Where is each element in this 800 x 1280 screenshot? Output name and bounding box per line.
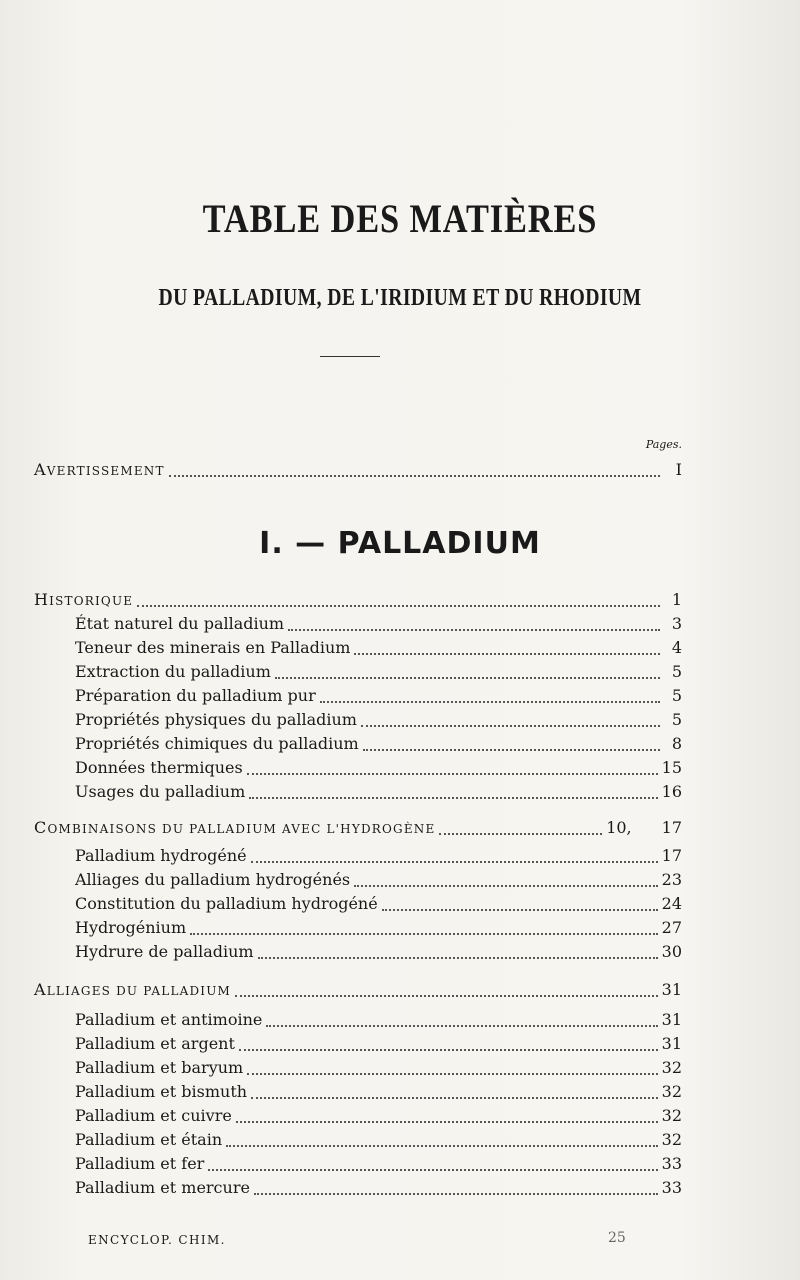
toc-subentry[interactable] — [75, 1058, 682, 1080]
toc-entry-label: Palladium et cuivre — [75, 1106, 232, 1125]
leader-dots — [363, 748, 660, 751]
toc-entry-page: 33 — [661, 1154, 682, 1173]
toc-entry-label: Palladium et mercure — [75, 1178, 250, 1197]
leader-dots — [190, 932, 658, 935]
leader-dots — [226, 1144, 658, 1147]
leader-dots — [249, 796, 657, 799]
leader-dots — [266, 1024, 657, 1027]
toc-entry-page: 3 — [671, 614, 682, 633]
toc-entry-label: Palladium et baryum — [75, 1058, 244, 1077]
toc-entry-label: Constitution du palladium hydrogéné — [75, 894, 378, 913]
toc-entry-label: Palladium et argent — [75, 1034, 235, 1053]
toc-entry-page: 32 — [661, 1058, 682, 1077]
toc-entry-page: 17 — [661, 846, 682, 865]
toc-subentry[interactable] — [75, 1082, 682, 1104]
leader-dots — [320, 700, 660, 703]
toc-entry-label: AVERTISSEMENT — [34, 460, 165, 479]
toc-entry-label: État naturel du palladium — [75, 614, 285, 633]
toc-entry-page: 31 — [661, 1010, 682, 1029]
toc-entry-page: 27 — [661, 918, 682, 937]
toc-entry-label: Palladium et antimoine — [75, 1010, 263, 1029]
leader-dots — [247, 1072, 657, 1075]
toc-subentry[interactable] — [75, 782, 682, 804]
toc-entry-page: 32 — [661, 1106, 682, 1125]
toc-entry-page: 33 — [661, 1178, 682, 1197]
leader-dots — [254, 1192, 658, 1195]
toc-subentry[interactable] — [75, 1130, 682, 1152]
section-title: I. — PALLADIUM — [259, 526, 541, 561]
leader-dots — [354, 884, 658, 887]
footer-signature-number: 25 — [608, 1230, 626, 1246]
toc-subentry[interactable] — [75, 1010, 682, 1032]
toc-entry-combinaisons[interactable] — [34, 818, 682, 840]
divider — [320, 356, 380, 357]
leader-dots — [361, 724, 660, 727]
leader-dots — [288, 628, 660, 631]
toc-subentry[interactable] — [75, 734, 682, 756]
toc-entry-page: 15 — [661, 758, 682, 777]
leader-dots — [247, 772, 658, 775]
toc-subentry[interactable] — [75, 1106, 682, 1128]
toc-subentry[interactable] — [75, 942, 682, 964]
toc-entry-label: Extraction du palladium — [75, 662, 271, 681]
toc-entry-historique[interactable] — [34, 590, 682, 612]
toc-subentry[interactable] — [75, 894, 682, 916]
leader-dots — [169, 474, 660, 477]
toc-subentry[interactable] — [75, 918, 682, 940]
leader-dots — [251, 860, 658, 863]
leader-dots — [235, 994, 658, 997]
toc-entry-page: 1 — [671, 590, 682, 609]
toc-entry-page: 31 — [661, 980, 682, 999]
toc-entry-alliages[interactable] — [34, 980, 682, 1002]
toc-entry-label: Alliages du palladium hydrogénés — [75, 870, 351, 889]
toc-subentry[interactable] — [75, 710, 682, 732]
toc-subentry[interactable] — [75, 1178, 682, 1200]
toc-entry-page: 16 — [661, 782, 682, 801]
leader-dots — [439, 832, 602, 835]
toc-entry-page: 8 — [671, 734, 682, 753]
toc-entry-page: 5 — [671, 686, 682, 705]
toc-entry-label: COMBINAISONS DU PALLADIUM AVEC L'HYDROGÈNE — [34, 818, 436, 837]
toc-entry-avertissement[interactable] — [34, 460, 682, 482]
toc-entry-page: 17 — [661, 818, 682, 837]
toc-subentry[interactable] — [75, 1034, 682, 1056]
page-title: TABLE DES MATIÈRES — [202, 196, 598, 241]
page-subtitle: DU PALLADIUM, DE L'IRIDIUM ET DU RHODIUM — [158, 285, 642, 311]
toc-entry-label: ALLIAGES DU PALLADIUM — [34, 980, 232, 999]
toc-entry-page: 4 — [671, 638, 682, 657]
toc-subentry[interactable] — [75, 758, 682, 780]
toc-entry-label: Palladium et fer — [75, 1154, 205, 1173]
leader-dots — [239, 1048, 658, 1051]
toc-entry-label: Données thermiques — [75, 758, 243, 777]
footer-signature: ENCYCLOP. CHIM. — [88, 1233, 226, 1247]
toc-subentry[interactable] — [75, 846, 682, 868]
toc-entry-label: Propriétés chimiques du palladium — [75, 734, 359, 753]
leader-dots — [208, 1168, 657, 1171]
leader-dots — [137, 604, 660, 607]
toc-entry-label: Préparation du palladium pur — [75, 686, 316, 705]
toc-entry-label: Hydrure de palladium — [75, 942, 254, 961]
toc-entry-label: Teneur des minerais en Palladium — [75, 638, 351, 657]
toc-subentry[interactable] — [75, 686, 682, 708]
toc-subentry[interactable] — [75, 614, 682, 636]
leader-dots — [354, 652, 660, 655]
toc-entry-page: 5 — [671, 662, 682, 681]
toc-subentry[interactable] — [75, 1154, 682, 1176]
toc-entry-page: 30 — [661, 942, 682, 961]
leader-dots — [251, 1096, 658, 1099]
toc-subentry[interactable] — [75, 870, 682, 892]
toc-entry-page: 31 — [661, 1034, 682, 1053]
toc-entry-page: 24 — [661, 894, 682, 913]
leader-dots — [382, 908, 658, 911]
leader-dots — [236, 1120, 658, 1123]
toc-subentry[interactable] — [75, 662, 682, 684]
toc-entry-label: HISTORIQUE — [34, 590, 134, 609]
toc-entry-extra-page: 10, — [606, 818, 632, 837]
toc-entry-page: 32 — [661, 1130, 682, 1149]
toc-entry-page: 5 — [671, 710, 682, 729]
toc-entry-page: 23 — [661, 870, 682, 889]
toc-entry-label: Palladium hydrogéné — [75, 846, 247, 865]
toc-entry-label: Palladium et étain — [75, 1130, 223, 1149]
leader-dots — [275, 676, 660, 679]
toc-entry-label: Palladium et bismuth — [75, 1082, 248, 1101]
toc-entry-label: Propriétés physiques du palladium — [75, 710, 357, 729]
toc-subentry[interactable] — [75, 638, 682, 660]
leader-dots — [258, 956, 658, 959]
toc-entry-label: Hydrogénium — [75, 918, 187, 937]
toc-entry-page: I — [675, 460, 682, 479]
pages-column-label: Pages. — [645, 438, 682, 451]
toc-entry-page: 32 — [661, 1082, 682, 1101]
toc-entry-label: Usages du palladium — [75, 782, 246, 801]
